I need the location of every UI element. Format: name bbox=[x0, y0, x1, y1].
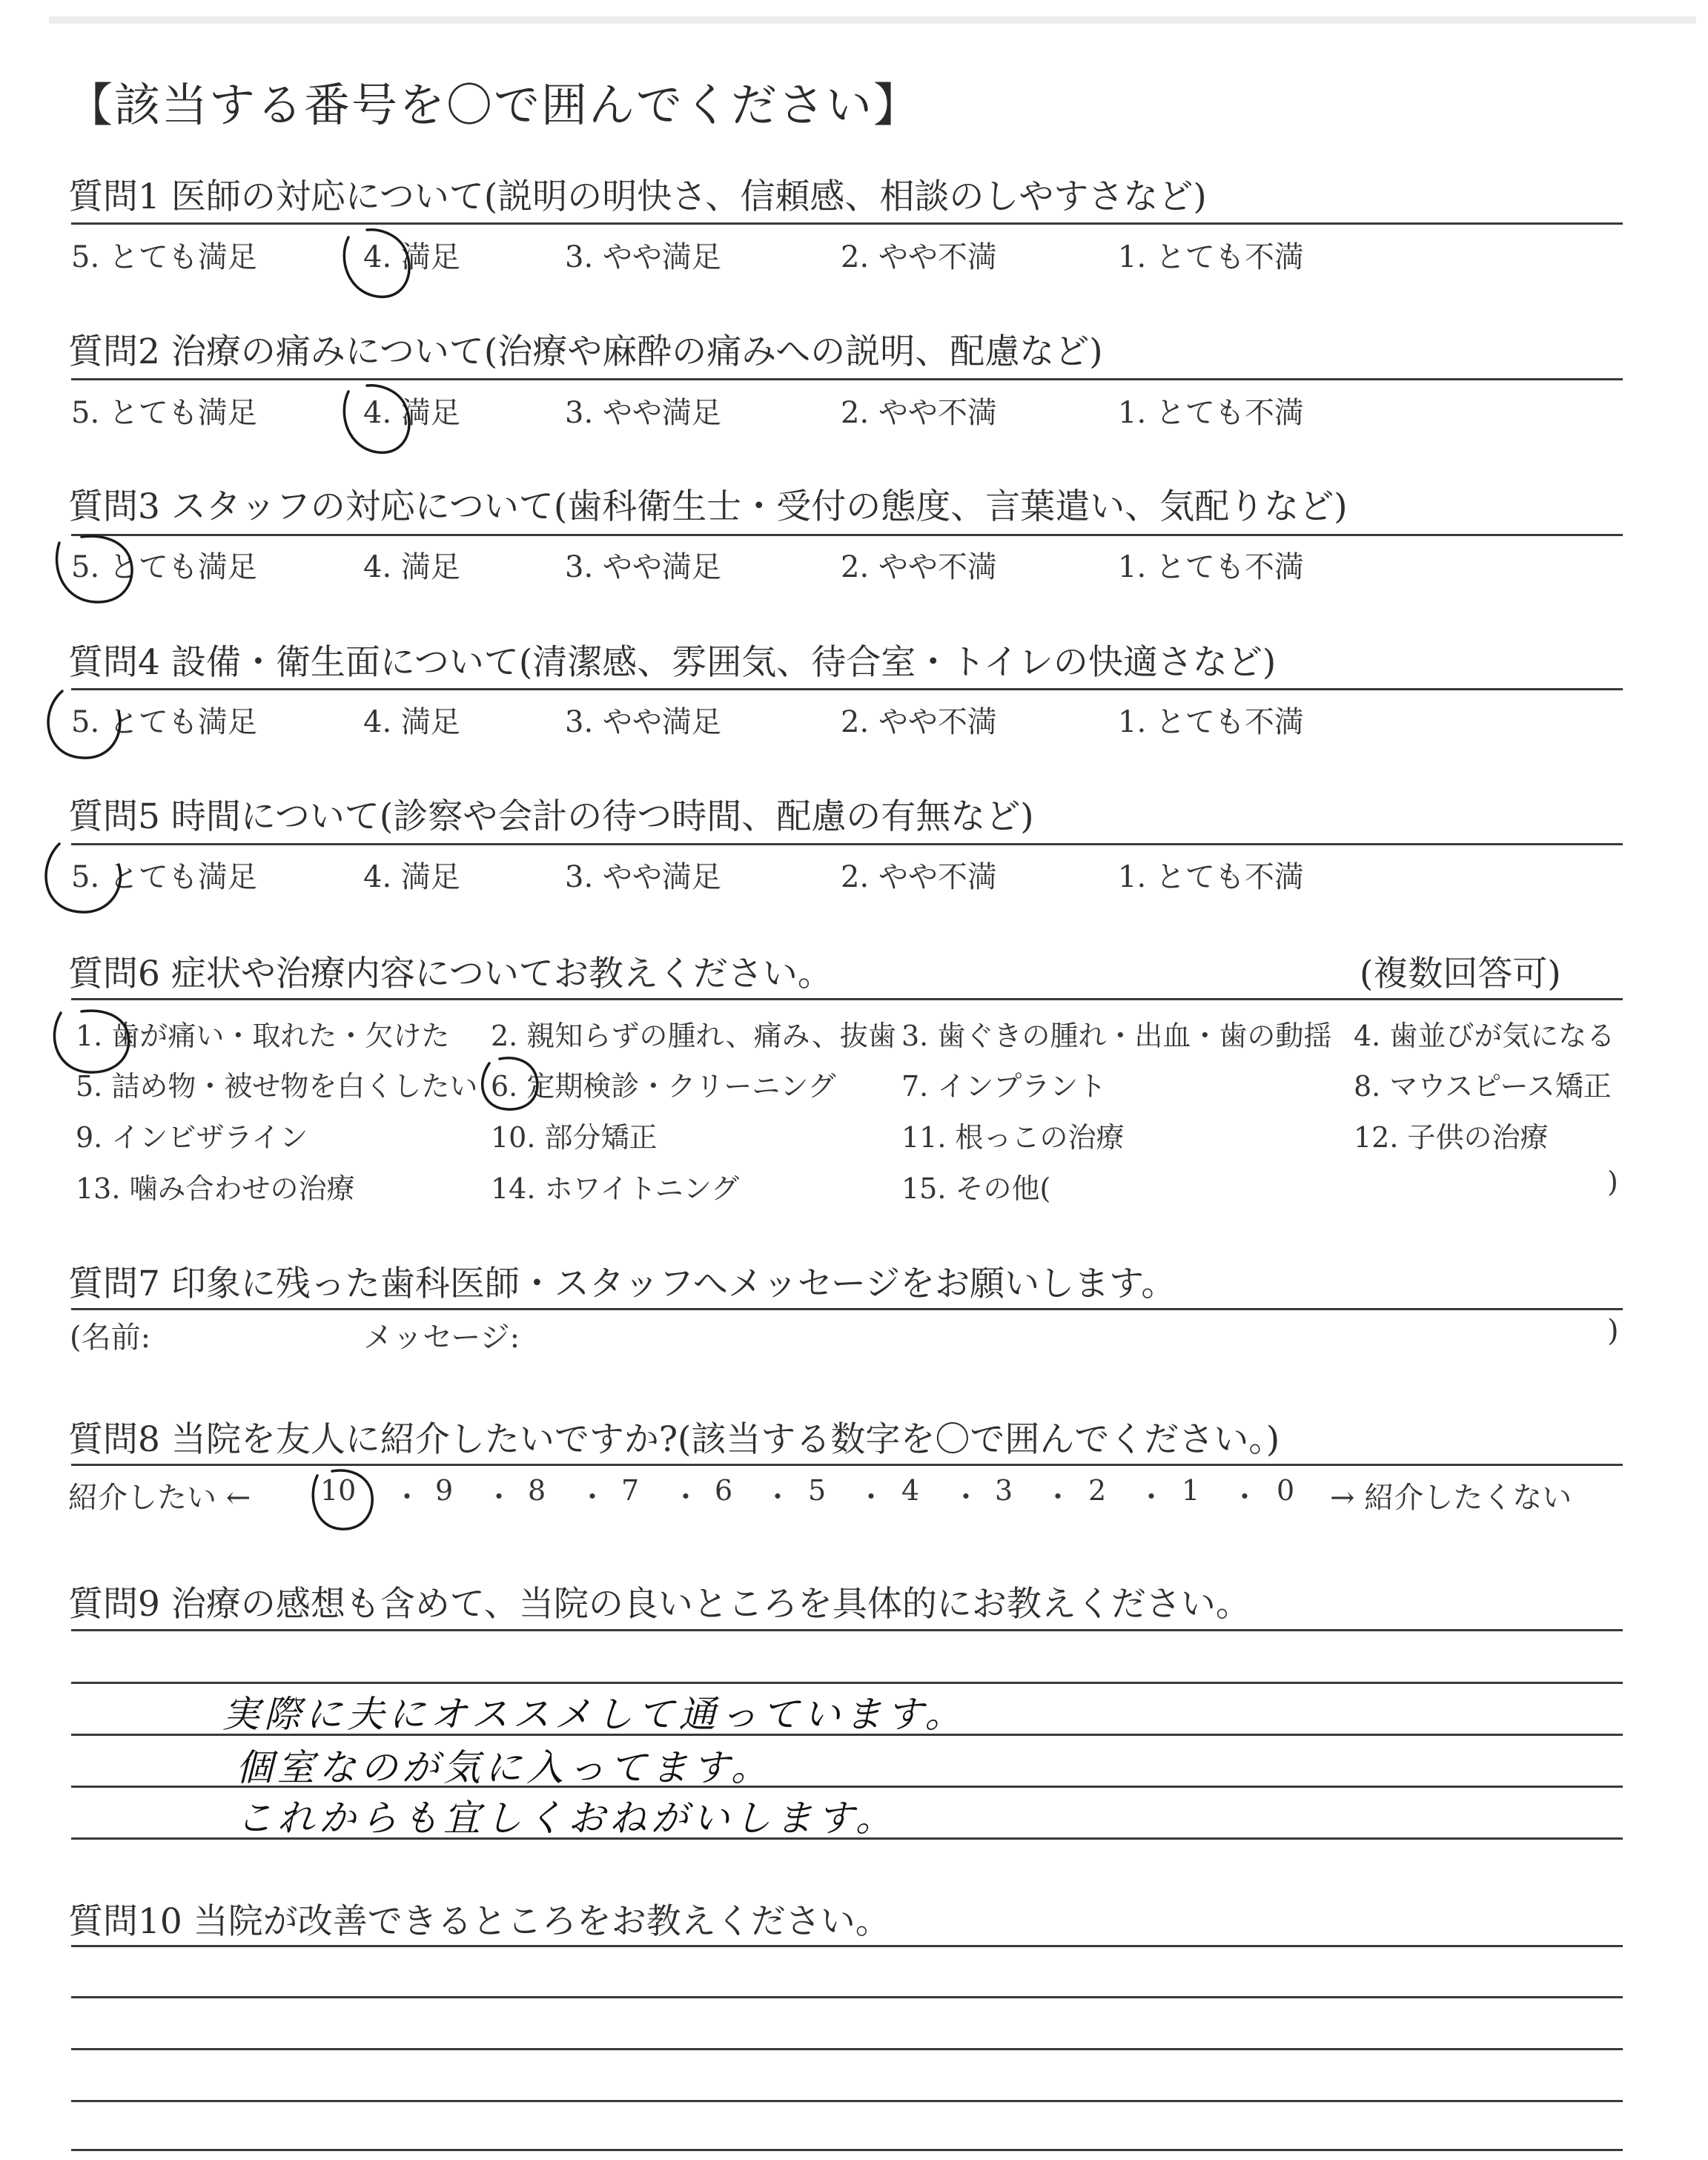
score-sep: ・ bbox=[952, 1481, 981, 1513]
score-6[interactable]: 6 bbox=[715, 1474, 733, 1507]
q5-option-5[interactable]: 5. とても満足 bbox=[71, 860, 257, 894]
q5-option-4[interactable]: 4. 満足 bbox=[363, 860, 460, 894]
question-9-title: 質問9 治療の感想も含めて、当院の良いところを具体的にお教えください。 bbox=[68, 1584, 1251, 1625]
q4-option-4[interactable]: 4. 満足 bbox=[363, 705, 460, 739]
question-3-rule bbox=[71, 534, 1623, 536]
answer-line bbox=[71, 2100, 1623, 2102]
q1-option-5[interactable]: 5. とても満足 bbox=[71, 240, 257, 274]
question-5-title: 質問5 時間について(診察や会計の待つ時間、配慮の有無など) bbox=[68, 796, 1034, 837]
message-close-paren: ) bbox=[1607, 1314, 1619, 1348]
answer-line bbox=[71, 1945, 1623, 1947]
score-sep: ・ bbox=[672, 1481, 701, 1513]
not-recommend-label: → 紹介したくない bbox=[1330, 1481, 1572, 1515]
score-10[interactable]: 10 bbox=[320, 1474, 357, 1507]
q6-other-close-paren: ) bbox=[1607, 1166, 1618, 1198]
q4-option-5[interactable]: 5. とても満足 bbox=[71, 705, 257, 739]
score-9[interactable]: 9 bbox=[435, 1474, 454, 1507]
score-sep: ・ bbox=[1137, 1481, 1166, 1513]
q5-option-2[interactable]: 2. やや不満 bbox=[841, 860, 997, 894]
q6-option-4[interactable]: 4. 歯並びが気になる bbox=[1354, 1020, 1615, 1052]
question-7-rule bbox=[71, 1308, 1623, 1310]
question-10-title: 質問10 当院が改善できるところをお教えください。 bbox=[68, 1901, 890, 1942]
q1-option-3[interactable]: 3. やや満足 bbox=[565, 240, 721, 274]
question-5-rule bbox=[71, 843, 1623, 845]
q3-option-2[interactable]: 2. やや不満 bbox=[841, 550, 997, 584]
q6-option-1[interactable]: 1. 歯が痛い・取れた・欠けた bbox=[76, 1020, 450, 1052]
score-sep: ・ bbox=[1231, 1481, 1260, 1513]
question-2-title: 質問2 治療の痛みについて(治療や麻酔の痛みへの説明、配慮など) bbox=[68, 331, 1103, 372]
q6-option-11[interactable]: 11. 根っこの治療 bbox=[901, 1121, 1125, 1154]
score-3[interactable]: 3 bbox=[995, 1474, 1013, 1507]
answer-line bbox=[71, 1629, 1623, 1631]
q6-option-6[interactable]: 6. 定期検診・クリーニング bbox=[491, 1070, 836, 1103]
score-sep: ・ bbox=[578, 1481, 607, 1513]
score-8[interactable]: 8 bbox=[528, 1474, 546, 1507]
q6-option-9[interactable]: 9. インビザライン bbox=[76, 1121, 308, 1154]
answer-line bbox=[71, 2048, 1623, 2050]
q2-option-4[interactable]: 4. 満足 bbox=[363, 396, 460, 430]
instruction-header: 【該当する番号を〇で囲んでください】 bbox=[67, 78, 921, 132]
score-2[interactable]: 2 bbox=[1088, 1474, 1107, 1507]
score-sep: ・ bbox=[764, 1481, 792, 1513]
score-sep: ・ bbox=[485, 1481, 514, 1513]
question-1-title: 質問1 医師の対応について(説明の明快さ、信頼感、相談のしやすさなど) bbox=[68, 176, 1207, 217]
answer-line bbox=[71, 1996, 1623, 1998]
question-2-rule bbox=[71, 378, 1623, 380]
scan-edge-band bbox=[49, 16, 1696, 24]
q3-option-5[interactable]: 5. とても満足 bbox=[71, 550, 257, 584]
score-5[interactable]: 5 bbox=[808, 1474, 827, 1507]
name-field-label: (名前: bbox=[70, 1321, 151, 1355]
q3-option-3[interactable]: 3. やや満足 bbox=[565, 550, 721, 584]
q6-option-2[interactable]: 2. 親知らずの腫れ、痛み、抜歯 bbox=[491, 1020, 896, 1052]
question-4-rule bbox=[71, 688, 1623, 690]
question-4-title: 質問4 設備・衛生面について(清潔感、雰囲気、待合室・トイレの快適さなど) bbox=[68, 642, 1277, 683]
answer-line bbox=[71, 2149, 1623, 2151]
multiple-answers-note: (複数回答可) bbox=[1360, 954, 1561, 994]
q1-option-4[interactable]: 4. 満足 bbox=[363, 240, 460, 274]
q6-option-8[interactable]: 8. マウスピース矯正 bbox=[1354, 1070, 1612, 1103]
handwritten-answer-line-3: これからも宜しくおねがいします。 bbox=[236, 1797, 897, 1840]
score-sep: ・ bbox=[857, 1481, 886, 1513]
q6-option-5[interactable]: 5. 詰め物・被せ物を白くしたい bbox=[76, 1070, 478, 1103]
question-7-title: 質問7 印象に残った歯科医師・スタッフへメッセージをお願いします。 bbox=[68, 1264, 1176, 1304]
q6-option-3[interactable]: 3. 歯ぐきの腫れ・出血・歯の動揺 bbox=[901, 1020, 1332, 1052]
q3-option-4[interactable]: 4. 満足 bbox=[363, 550, 460, 584]
q1-option-1[interactable]: 1. とても不満 bbox=[1118, 240, 1304, 274]
q6-option-13[interactable]: 13. 噛み合わせの治療 bbox=[76, 1172, 355, 1205]
q3-option-1[interactable]: 1. とても不満 bbox=[1118, 550, 1304, 584]
q2-option-5[interactable]: 5. とても満足 bbox=[71, 396, 257, 430]
message-field-label: メッセージ: bbox=[363, 1321, 520, 1355]
question-8-rule bbox=[71, 1464, 1623, 1466]
question-8-title: 質問8 当院を友人に紹介したいですか?(該当する数字を〇で囲んでください。) bbox=[68, 1419, 1280, 1460]
q2-option-2[interactable]: 2. やや不満 bbox=[841, 396, 997, 430]
q6-option-12[interactable]: 12. 子供の治療 bbox=[1354, 1121, 1549, 1154]
question-6-rule bbox=[71, 998, 1623, 1000]
q1-option-2[interactable]: 2. やや不満 bbox=[841, 240, 997, 274]
score-sep: ・ bbox=[1044, 1481, 1073, 1513]
q5-option-3[interactable]: 3. やや満足 bbox=[565, 860, 721, 894]
q6-option-7[interactable]: 7. インプラント bbox=[901, 1070, 1107, 1103]
question-1-rule bbox=[71, 222, 1623, 225]
handwritten-answer-line-2: 個室なのが気に入ってます。 bbox=[236, 1746, 772, 1789]
q6-option-15[interactable]: 15. その他( bbox=[901, 1172, 1051, 1205]
q2-option-3[interactable]: 3. やや満足 bbox=[565, 396, 721, 430]
recommend-label: 紹介したい ← bbox=[68, 1481, 251, 1515]
q4-option-1[interactable]: 1. とても不満 bbox=[1118, 705, 1304, 739]
answer-line bbox=[71, 1682, 1623, 1684]
question-6-title: 質問6 症状や治療内容についてお教えください。 bbox=[68, 954, 833, 994]
q2-option-1[interactable]: 1. とても不満 bbox=[1118, 396, 1304, 430]
score-7[interactable]: 7 bbox=[621, 1474, 640, 1507]
score-1[interactable]: 1 bbox=[1182, 1474, 1200, 1507]
q5-option-1[interactable]: 1. とても不満 bbox=[1118, 860, 1304, 894]
question-3-title: 質問3 スタッフの対応について(歯科衛生士・受付の態度、言葉遣い、気配りなど) bbox=[68, 486, 1348, 527]
handwritten-answer-line-1: 実際に夫にオススメして通っています。 bbox=[222, 1693, 967, 1736]
score-0[interactable]: 0 bbox=[1277, 1474, 1295, 1507]
score-4[interactable]: 4 bbox=[901, 1474, 920, 1507]
q6-option-10[interactable]: 10. 部分矯正 bbox=[491, 1121, 658, 1154]
q6-option-14[interactable]: 14. ホワイトニング bbox=[491, 1172, 740, 1205]
score-sep: ・ bbox=[393, 1481, 422, 1513]
q4-option-3[interactable]: 3. やや満足 bbox=[565, 705, 721, 739]
q4-option-2[interactable]: 2. やや不満 bbox=[841, 705, 997, 739]
